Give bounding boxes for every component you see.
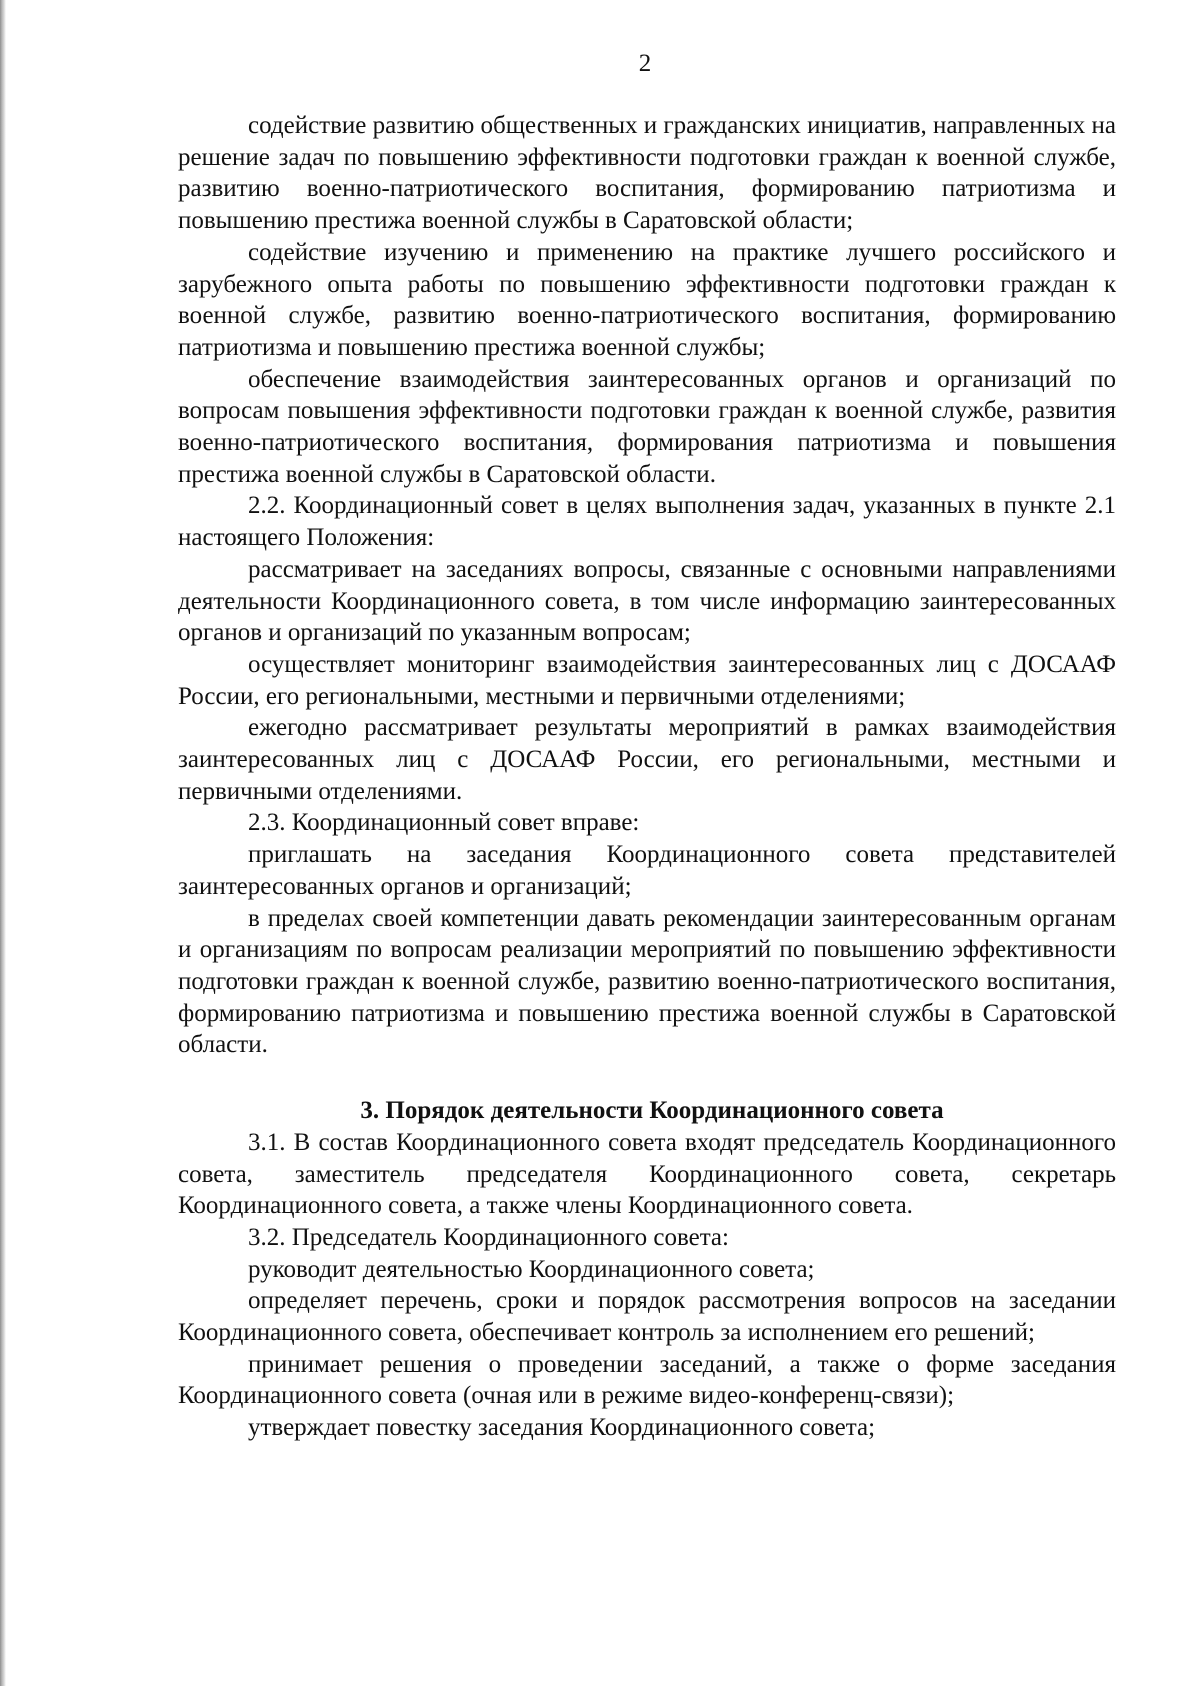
section-3-heading: 3. Порядок деятельности Координационного совета	[360, 1097, 944, 1125]
paragraph-experience: содействие изучению и применению на практике лучшего российского и зарубежного опыта работы по повышению эффективности подготовки граждан к военной службе, развитию военно-патриотического воспитания, формированию патриотизма и повышению престижа военной службы;	[178, 238, 1116, 361]
paragraph-2-2: 2.2. Координационный совет в целях выполнения задач, указанных в пункте 2.1 настоящего Положения:	[178, 492, 1116, 552]
paragraph-2-3: 2.3. Координационный совет вправе:	[248, 809, 640, 837]
paragraph-3-2: 3.2. Председатель Координационного совета:	[248, 1223, 729, 1251]
paragraph-monitoring: осуществляет мониторинг взаимодействия заинтересованных лиц с ДОСААФ России, его региональными, местными и первичными отделениями;	[178, 650, 1116, 710]
paragraph-3-1: 3.1. В состав Координационного совета входят председатель Координационного совета, заместитель председателя Координационного совета, секретарь Координационного совета, а также члены Координационного совета.	[178, 1128, 1116, 1220]
scan-edge-shadow	[0, 0, 6, 1686]
paragraph-decisions: принимает решения о проведении заседаний, а также о форме заседания Координационного совета (очная или в режиме видео-конференц-связи);	[178, 1350, 1116, 1410]
paragraph-leads: руководит деятельностью Координационного совета;	[248, 1255, 815, 1283]
page-number: 2	[638, 50, 652, 77]
paragraph-determines: определяет перечень, сроки и порядок рассмотрения вопросов на заседании Координационного совета, обеспечивает контроль за исполнением его решений;	[178, 1287, 1116, 1347]
paragraph-annual-review: ежегодно рассматривает результаты мероприятий в рамках взаимодействия заинтересованных лиц с ДОСААФ России, его региональными, местными и первичными отделениями.	[178, 714, 1116, 805]
paragraph-considers: рассматривает на заседаниях вопросы, связанные с основными направлениями деятельности Координационного совета, в том числе информацию заинтересованных органов и организаций по указанным вопросам;	[178, 555, 1116, 647]
paragraph-interaction: обеспечение взаимодействия заинтересованных органов и организаций по вопросам повышения эффективности подготовки граждан к военной службе, развития военно-патриотического воспитания, формирования патриотизма и повышения престижа военной службы в Саратовской области.	[178, 365, 1116, 488]
paragraph-initiatives: содействие развитию общественных и гражданских инициатив, направленных на решение задач по повышению эффективности подготовки граждан к военной службе, развитию военно-патриотического воспитания, формированию патриотизма и повышению престижа военной службы в Саратовской области;	[178, 112, 1116, 235]
document-body	[178, 110, 1116, 1444]
paragraph-invite: приглашать на заседания Координационного совета представителей заинтересованных органов и организаций;	[178, 841, 1116, 900]
paragraph-recommendations: в пределах своей компетенции давать рекомендации заинтересованным органам и организациям по вопросам реализации мероприятий по повышению эффективности подготовки граждан к военной службе, развитию военно-патриотического воспитания, формированию патриотизма и повышению престижа военной службы в Саратовской области.	[178, 904, 1116, 1059]
paragraph-agenda: утверждает повестку заседания Координационного совета;	[248, 1414, 876, 1442]
